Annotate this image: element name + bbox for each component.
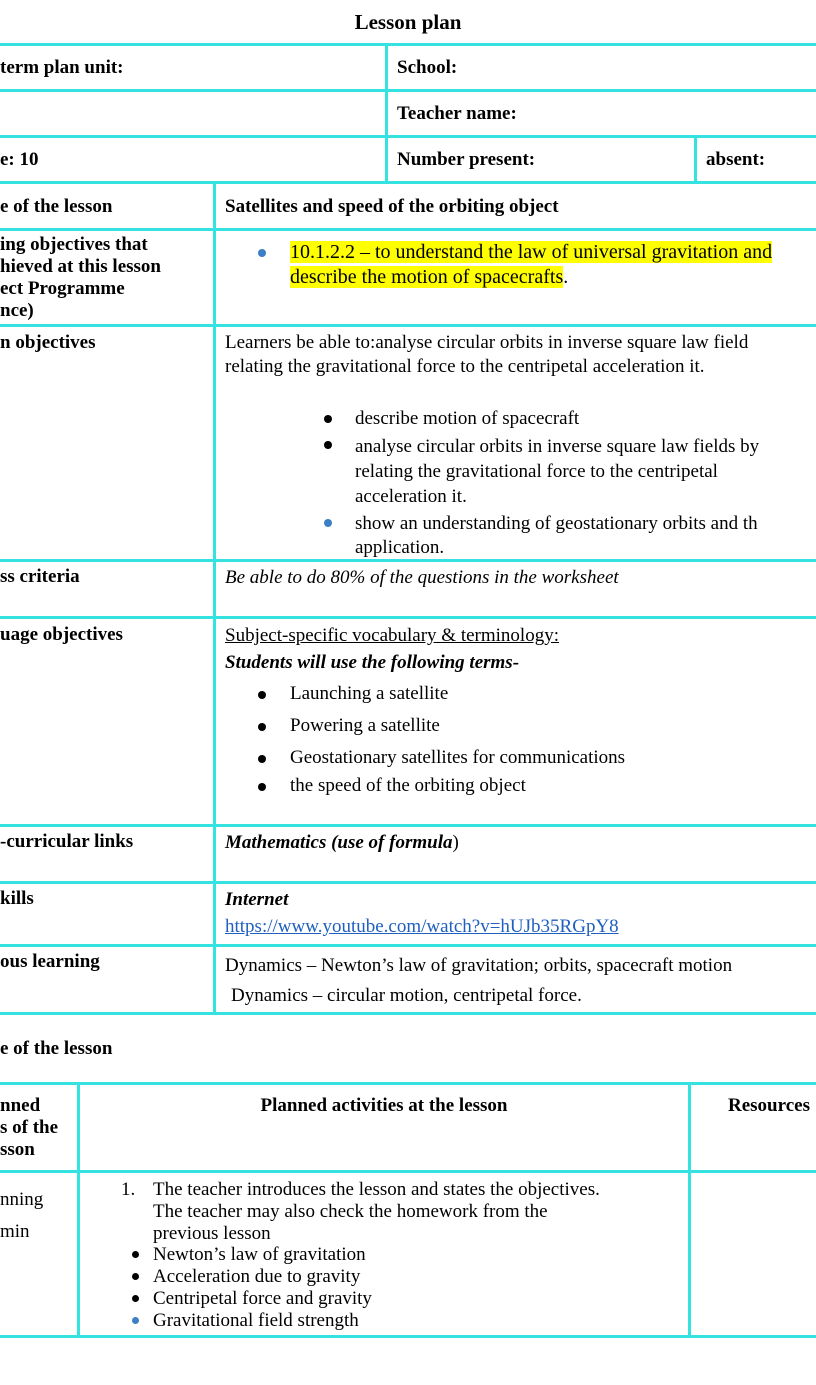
plan-heading: e of the lesson (0, 1038, 113, 1059)
stage-cell (0, 1184, 43, 1248)
activity-line: The teacher may also check the homework from the (153, 1201, 548, 1222)
long-term-plan-label: term plan unit: (0, 57, 124, 78)
col-line: s of the (0, 1117, 59, 1138)
theme-label: e of the lesson (0, 196, 113, 217)
language-label: uage objectives (0, 624, 123, 645)
ict-label: kills (0, 888, 34, 909)
activity-line: The teacher introduces the lesson and states the objectives. (153, 1179, 600, 1200)
terms-heading: Students will use the following terms- (225, 652, 520, 673)
item-line: relating the gravitational force to the centripetal (355, 461, 718, 482)
bullet-icon (258, 723, 266, 731)
bullet-icon (132, 1317, 139, 1324)
table-border (0, 824, 816, 827)
term-item: Launching a satellite (290, 683, 449, 704)
number-present-label: Number present: (397, 149, 536, 170)
assessment-label: ss criteria (0, 566, 80, 587)
lesson-objective-item (355, 512, 758, 560)
table-border (0, 89, 816, 92)
previous-learning-label: ous learning (0, 951, 100, 972)
table-border (0, 1170, 816, 1173)
table-border (694, 135, 697, 184)
school-label: School: (397, 57, 458, 78)
theme-value: Satellites and speed of the orbiting object (225, 196, 559, 217)
plan-col-resources: Resources (728, 1095, 810, 1116)
bullet-icon (324, 519, 332, 527)
intro-line: Learners be able to:analyse circular orbits in inverse square law field (225, 332, 749, 353)
previous-learning-line: Dynamics – Newton’s law of gravitation; orbits, spacecraft motion (225, 955, 733, 976)
bullet-icon (258, 249, 266, 257)
table-border (0, 228, 816, 231)
absent-label: absent: (706, 149, 766, 170)
table-border (213, 181, 216, 1015)
col-line: sson (0, 1139, 35, 1160)
col-line: nned (0, 1095, 41, 1116)
table-border (0, 944, 816, 947)
label-line: ing objectives that (0, 234, 148, 255)
activity-bullet: Gravitational field strength (153, 1310, 359, 1331)
cross-curricular-label: -curricular links (0, 831, 134, 852)
lesson-objective-item: describe motion of spacecraft (355, 408, 580, 429)
term-item: Powering a satellite (290, 715, 440, 736)
lesson-objectives-intro (225, 331, 748, 379)
activity-item (153, 1179, 600, 1245)
previous-learning-line: Dynamics – circular motion, centripetal force. (231, 985, 582, 1006)
table-border (385, 43, 388, 184)
stage-line: min (0, 1221, 30, 1242)
page-title: Lesson plan (354, 10, 462, 34)
grade-label: e: 10 (0, 149, 39, 170)
lesson-objectives-label: n objectives (0, 332, 96, 353)
item-line: analyse circular orbits in inverse square law fields by (355, 436, 760, 457)
cross-curricular-end: ) (452, 832, 459, 853)
learning-objective (290, 240, 772, 290)
table-border (0, 1012, 816, 1015)
bullet-icon (258, 755, 266, 763)
table-border (0, 616, 816, 619)
table-border (0, 43, 816, 46)
table-border (0, 1335, 816, 1338)
table-border (0, 324, 816, 327)
bullet-icon (132, 1273, 139, 1280)
bullet-icon (132, 1251, 139, 1258)
label-line: hieved at this lesson (0, 256, 161, 277)
table-border (0, 1082, 816, 1085)
ict-value: Internet (225, 889, 289, 910)
activity-line: previous lesson (153, 1223, 271, 1244)
vocab-heading: Subject-specific vocabulary & terminology: (225, 625, 559, 646)
teacher-name-label: Teacher name: (397, 103, 517, 124)
learning-objectives-label (0, 234, 161, 322)
bullet-icon (132, 1295, 139, 1302)
term-item: the speed of the orbiting object (290, 775, 526, 796)
objective-line: 10.1.2.2 – to understand the law of universal gravitation and (290, 241, 773, 263)
item-line: acceleration it. (355, 486, 467, 507)
table-border (77, 1082, 80, 1338)
bullet-icon (258, 783, 266, 791)
bullet-icon (258, 691, 266, 699)
stage-line: nning (0, 1189, 44, 1210)
activity-number: 1. (121, 1179, 136, 1200)
bullet-icon (324, 441, 332, 449)
youtube-link[interactable]: https://www.youtube.com/watch?v=hUJb35RGpY8 (225, 916, 619, 937)
activity-bullet: Newton’s law of gravitation (153, 1244, 366, 1265)
plan-col-activities: Planned activities at the lesson (260, 1095, 508, 1116)
objective-end: . (563, 266, 569, 288)
label-line: ect Programme (0, 278, 125, 299)
term-item: Geostationary satellites for communications (290, 747, 626, 768)
table-border (0, 881, 816, 884)
activity-bullet: Centripetal force and gravity (153, 1288, 372, 1309)
lesson-objective-item (355, 434, 759, 509)
plan-col-stages (0, 1095, 58, 1161)
item-line: application. (355, 537, 445, 558)
label-line: nce) (0, 300, 34, 321)
activity-bullet: Acceleration due to gravity (153, 1266, 361, 1287)
cross-curricular-text: Mathematics (use of formula (225, 832, 453, 853)
bullet-icon (324, 415, 332, 423)
objective-line: describe the motion of spacecrafts (290, 266, 564, 288)
intro-line: relating the gravitational force to the centripetal acceleration it. (225, 356, 705, 377)
item-line: show an understanding of geostationary orbits and th (355, 513, 758, 534)
cross-curricular-value (225, 832, 459, 854)
assessment-value: Be able to do 80% of the questions in the worksheet (225, 567, 619, 588)
table-border (688, 1082, 691, 1338)
